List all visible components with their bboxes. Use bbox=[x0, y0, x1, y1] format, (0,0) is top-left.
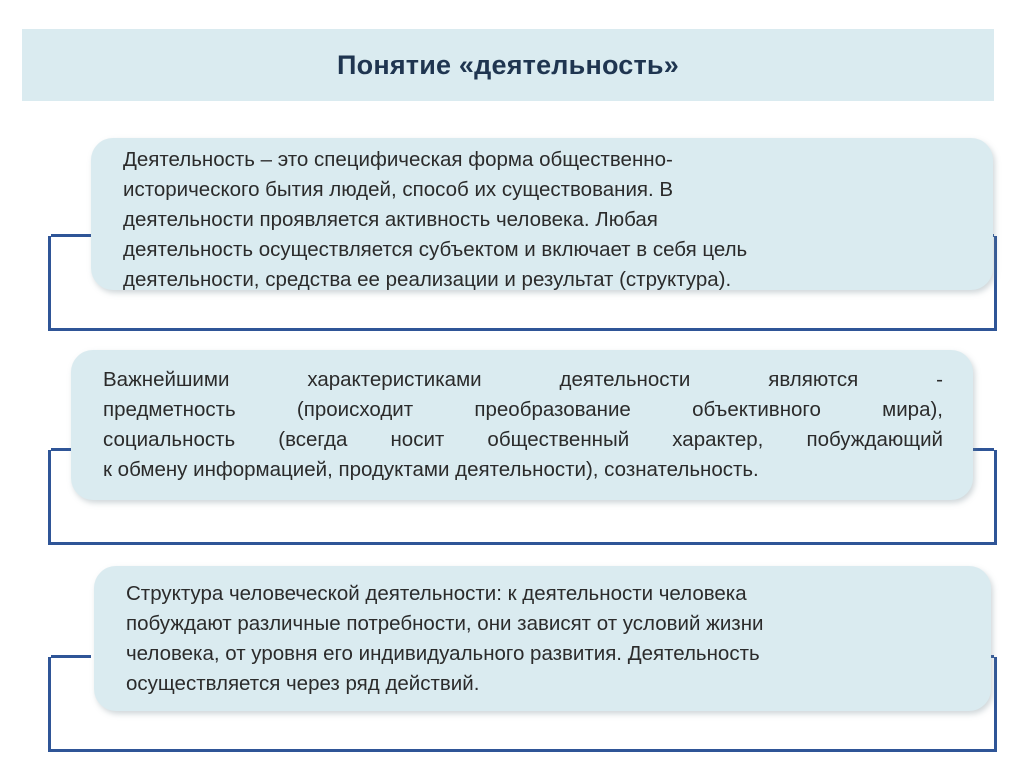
title-bar bbox=[22, 29, 994, 101]
block-2-line-1: Важнейшими характеристиками деятельности являются - bbox=[103, 368, 943, 391]
slide-title: Понятие «деятельность» bbox=[337, 49, 679, 80]
block-1-line-5: деятельности, средства ее реализации и результат (структура). bbox=[123, 268, 732, 291]
block-1-line-2: исторического бытия людей, способ их существования. В bbox=[123, 178, 674, 201]
frame-tick-left bbox=[51, 655, 91, 658]
block-1-line-1: Деятельность – это специфическая форма общественно- bbox=[123, 148, 673, 171]
block-3-line-1: Структура человеческой деятельности: к деятельности человека bbox=[126, 582, 747, 605]
block-3-line-4: осуществляется через ряд действий. bbox=[126, 672, 480, 695]
block-3-line-2: побуждают различные потребности, они зависят от условий жизни bbox=[126, 612, 764, 635]
block-2-line-2: предметность (происходит преобразование объективного мира), bbox=[103, 398, 943, 421]
block-2-line-3: социальность (всегда носит общественный характер, побуждающий bbox=[103, 428, 943, 451]
block-2-card bbox=[71, 350, 973, 500]
block-1-line-3: деятельности проявляется активность человека. Любая bbox=[123, 208, 658, 231]
block-3-line-3: человека, от уровня его индивидуального развития. Деятельность bbox=[126, 642, 760, 665]
block-1-card bbox=[91, 138, 993, 290]
block-1-line-4: деятельность осуществляется субъектом и включает в себя цель bbox=[123, 238, 748, 261]
block-2-line-4: к обмену информацией, продуктами деятельности), сознательность. bbox=[103, 458, 759, 481]
frame-tick-left bbox=[51, 234, 91, 237]
block-3-card bbox=[94, 566, 991, 711]
